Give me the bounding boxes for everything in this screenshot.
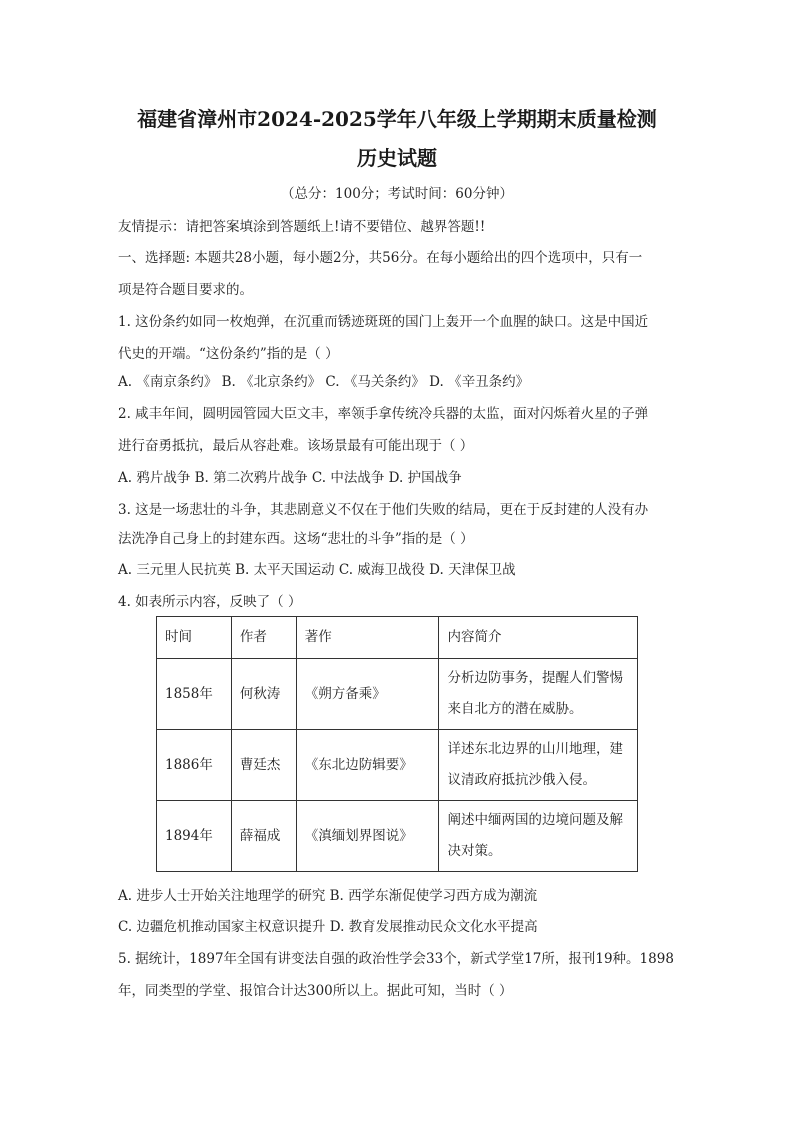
table-cell-work: 《朔方备乘》 [296,659,439,730]
section-heading-cont: 项是符合题目要求的。 [118,282,253,298]
question-2-stem: 2. 咸丰年间，圆明园管园大臣文丰，率领手拿传统冷兵器的太监，面对闪烁着火星的子弹 [118,406,649,422]
table-row [157,801,638,872]
table-cell-work: 《东北边防辑要》 [296,730,439,801]
question-3-stem-cont: 法洗净自己身上的封建东西。这场“悲壮的斗争”指的是（ ） [118,531,474,547]
question-5-stem-cont: 年，同类型的学堂、报馆合计达300所以上。据此可知，当时（ ） [118,983,513,999]
question-2-stem-cont: 进行奋勇抵抗，最后从容赴难。该场景最有可能出现于（ ） [118,438,474,454]
notice: 友情提示：请把答案填涂到答题纸上!请不要错位、越界答题!! [118,219,486,235]
question-4-options: A. 进步人士开始关注地理学的研究 B. 西学东渐促使学习西方成为潮流 [118,888,538,904]
question-4-table [156,616,638,872]
table-cell-author: 何秋涛 [231,659,296,730]
question-1-stem-cont: 代史的开端。“这份条约”指的是（ ） [118,346,339,362]
exam-title: 福建省漳州市2024-2025学年八年级上学期期末质量检测 [137,107,657,131]
table-cell-summary: 详述东北边界的山川地理，建议清政府抵抗沙俄入侵。 [439,730,638,801]
question-3-stem: 3. 这是一场悲壮的斗争，其悲剧意义不仅在于他们失败的结局，更在于反封建的人没有办 [118,502,649,518]
exam-subject: 历史试题 [357,146,437,170]
section-heading: 一、选择题: 本题共28小题，每小题2分，共56分。在每小题给出的四个选项中，只有一 [118,250,643,266]
table-cell-year: 1894年 [157,801,232,872]
table-cell-work: 《滇缅划界图说》 [296,801,439,872]
table-header-cell: 著作 [296,617,439,659]
question-1-stem: 1. 这份条约如同一枚炮弹，在沉重而锈迹斑斑的国门上轰开一个血腥的缺口。这是中国近 [118,314,649,330]
table-header-cell: 内容简介 [439,617,638,659]
table-cell-year: 1858年 [157,659,232,730]
table-cell-summary: 阐述中缅两国的边境问题及解决对策。 [439,801,638,872]
table-cell-summary: 分析边防事务，提醒人们警惕来自北方的潜在威胁。 [439,659,638,730]
question-1-options: A. 《南京条约》 B. 《北京条约》 C. 《马关条约》 D. 《辛丑条约》 [118,374,530,390]
table-cell-author: 薛福成 [231,801,296,872]
table-header-cell: 作者 [231,617,296,659]
question-4-options-cont: C. 边疆危机推动国家主权意识提升 D. 教育发展推动民众文化水平提高 [118,919,538,935]
table-cell-author: 曹廷杰 [231,730,296,801]
question-5-stem: 5. 据统计，1897年全国有讲变法自强的政治性学会33个，新式学堂17所，报刊19种。1898 [118,951,674,967]
table-header-row [157,617,638,659]
question-3-options: A. 三元里人民抗英 B. 太平天国运动 C. 威海卫战役 D. 天津保卫战 [118,562,516,578]
table-row [157,730,638,801]
table-header-cell: 时间 [157,617,232,659]
question-2-options: A. 鸦片战争 B. 第二次鸦片战争 C. 中法战争 D. 护国战争 [118,470,462,486]
exam-score-time: （总分：100分；考试时间：60分钟） [281,186,513,202]
table-row [157,659,638,730]
table-cell-year: 1886年 [157,730,232,801]
question-4-stem: 4. 如表所示内容，反映了（ ） [118,594,302,610]
